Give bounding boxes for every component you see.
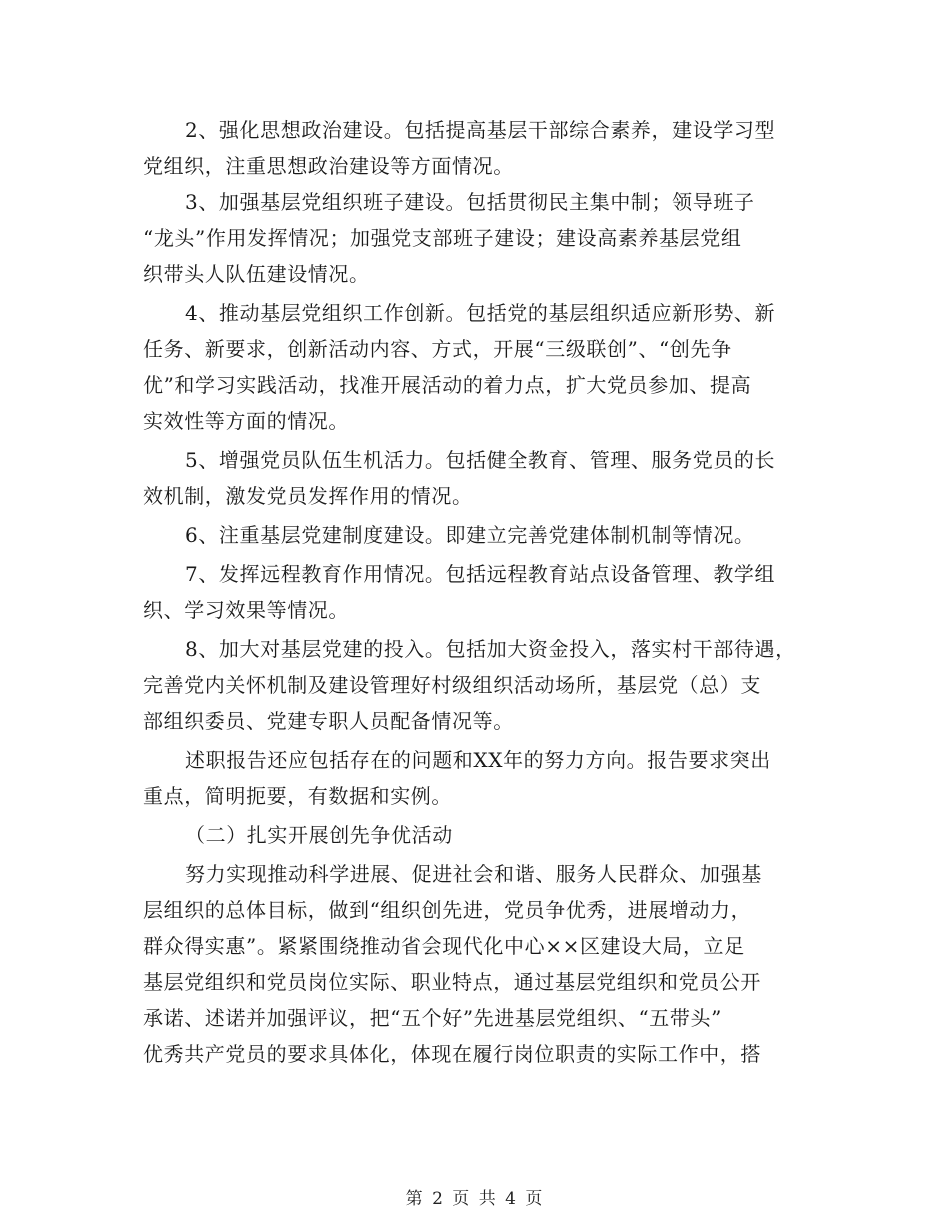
paragraph-line: 党组织，注重思想政治建设等方面情况。 [143,154,514,178]
paragraph-line: 承诺、述诺并加强评议，把“五个好”先进基层党组织、“五带头” [143,1006,722,1030]
paragraph-line: 2、强化思想政治建设。包括提高基层干部综合素养，建设学习型 [185,118,776,142]
paragraph-line: 优秀共产党员的要求具体化，体现在履行岗位职责的实际工作中，搭 [143,1042,761,1066]
paragraph-line: 4、推动基层党组织工作创新。包括党的基层组织适应新形势、新 [185,301,776,325]
paragraph-line: 5、增强党员队伍生机活力。包括健全教育、管理、服务党员的长 [185,448,776,472]
paragraph-line: 7、发挥远程教育作用情况。包括远程教育站点设备管理、教学组 [185,562,776,586]
paragraph-line: 织带头人队伍建设情况。 [143,262,370,286]
paragraph-line: 织、学习效果等情况。 [143,598,349,622]
paragraph-line: “龙头”作用发挥情况；加强党支部班子建设；建设高素养基层党组 [143,226,742,250]
paragraph-line: 述职报告还应包括存在的问题和XX年的努力方向。报告要求突出 [185,748,771,772]
page-number-footer: 第 2 页 共 4 页 [405,1189,545,1209]
paragraph-line: 层组织的总体目标，做到“组织创先进，党员争优秀，进展增动力， [143,898,752,922]
paragraph-line: 3、加强基层党组织班子建设。包括贯彻民主集中制；领导班子 [185,190,755,214]
paragraph-line: 重点，简明扼要，有数据和实例。 [143,784,452,808]
paragraph-line: 效机制，激发党员发挥作用的情况。 [143,484,473,508]
paragraph-line: 部组织委员、党建专职人员配备情况等。 [143,709,514,733]
paragraph-line: 完善党内关怀机制及建设管理好村级组织活动场所，基层党（总）支 [143,673,761,697]
paragraph-line: 基层党组织和党员岗位实际、职业特点，通过基层党组织和党员公开 [143,970,761,994]
paragraph-line: 8、加大对基层党建的投入。包括加大资金投入，落实村干部待遇， [185,637,796,661]
paragraph-line: 优”和学习实践活动，找准开展活动的着力点，扩大党员参加、提高 [143,373,752,397]
paragraph-line: 6、注重基层党建制度建设。即建立完善党建体制机制等情况。 [185,523,755,547]
paragraph-line: 实效性等方面的情况。 [143,409,349,433]
section-heading: （二）扎实开展创先争优活动 [185,823,453,847]
paragraph-line: 群众得实惠”。紧紧围绕推动省会现代化中心××区建设大局，立足 [143,934,745,958]
paragraph-line: 努力实现推动科学进展、促进社会和谐、服务人民群众、加强基 [185,862,762,886]
paragraph-line: 任务、新要求，创新活动内容、方式，开展“三级联创”、“创先争 [143,337,732,361]
